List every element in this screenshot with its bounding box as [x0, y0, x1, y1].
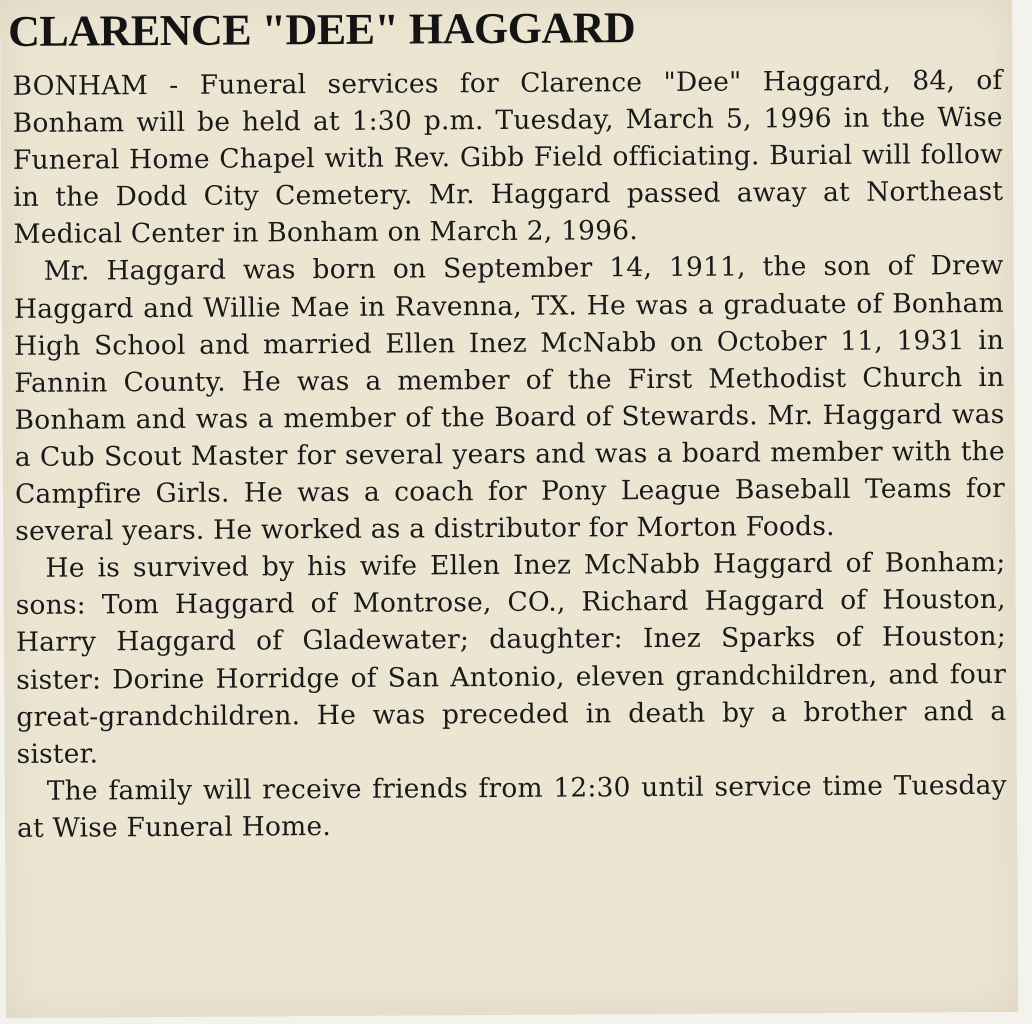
- paragraph-survivors: He is survived by his wife Ellen Inez McNabb Haggard of Bonham; sons: Tom Haggard of Montrose, CO., Richard Haggard of Houston, Harry Haggard of Gladewater; daughter: Inez Sparks of Houston; sister: Dorine Horridge of San Antonio, eleven grandchildren, and four great-grandchildren. He was preceded in death by a brother and a sister.: [15, 547, 1007, 770]
- paragraph-biography: Mr. Haggard was born on September 14, 1911, the son of Drew Haggard and Willie Mae in Ravenna, TX. He was a graduate of Bonham High School and married Ellen Inez McNabb on October 11, 1931 in Fannin County. He was a member of the First Methodist Church in Bonham and was a member of the Board of Stewards. Mr. Haggard was a Cub Scout Master for several years and was a board member with the Campfire Girls. He was a coach for Pony League Baseball Teams for several years. He worked as a distributor for Morton Foods.: [13, 250, 1006, 548]
- obituary-body: [12, 62, 1007, 847]
- obituary-headline: CLARENCE "DEE" HAGGARD: [8, 3, 636, 56]
- paragraph-funeral-services: BONHAM - Funeral services for Clarence "Dee" Haggard, 84, of Bonham will be held at 1:30 p.m. Tuesday, March 5, 1996 in the Wise Funeral Home Chapel with Rev. Gibb Field officiating. Burial will follow in the Dodd City Cemetery. Mr. Haggard passed away at Northeast Medical Center in Bonham on March 2, 1996.: [12, 64, 1004, 251]
- paragraph-visitation: The family will receive friends from 12:30 until service time Tuesday at Wise Funeral Home.: [16, 769, 1007, 844]
